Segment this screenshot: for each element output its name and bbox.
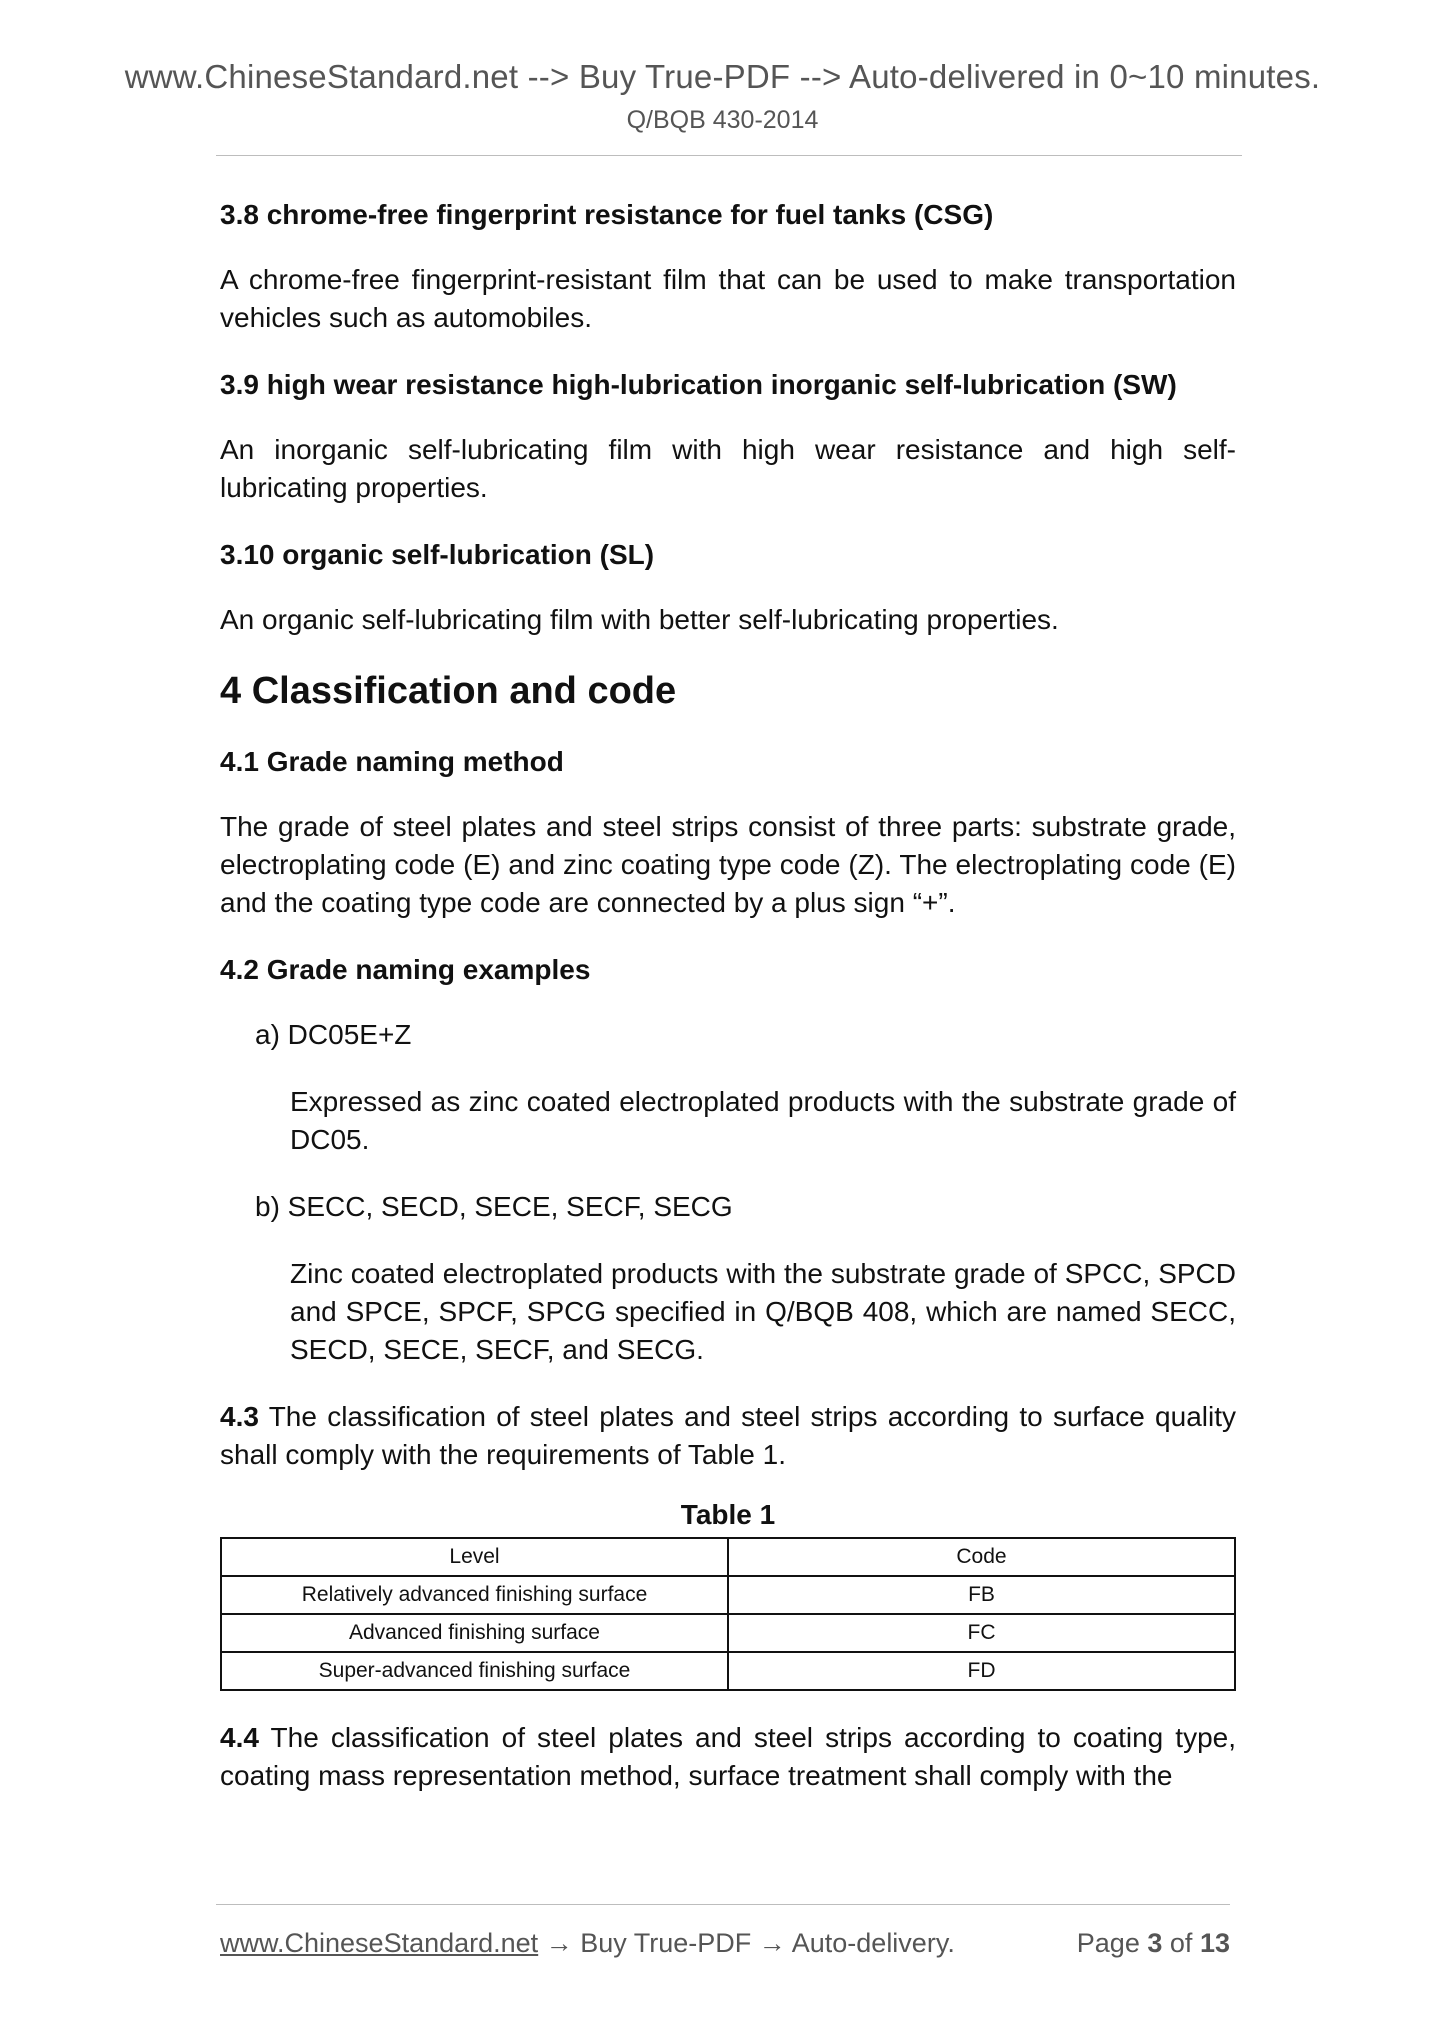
table-row — [221, 1652, 1235, 1690]
page-footer — [220, 1928, 1230, 1959]
table-cell-code: FC — [728, 1614, 1235, 1652]
heading-4-1: 4.1 Grade naming method — [220, 746, 564, 777]
heading-3-8: 3.8 chrome-free fingerprint resistance for fuel tanks (CSG) — [220, 199, 994, 230]
paragraph-4-3 — [220, 1398, 1236, 1474]
table-header-row — [221, 1538, 1235, 1576]
table-cell-level: Relatively advanced finishing surface — [221, 1576, 728, 1614]
page-total: 13 — [1199, 1928, 1230, 1958]
footer-divider — [216, 1904, 1230, 1905]
header-banner: www.ChineseStandard.net --> Buy True-PDF --> Auto-delivered in 0~10 minutes. — [124, 58, 1321, 95]
table-row — [221, 1576, 1235, 1614]
table-title: Table 1 — [680, 1499, 776, 1530]
of-word: of — [1169, 1928, 1193, 1958]
heading-4-2: 4.2 Grade naming examples — [220, 954, 591, 985]
page-number: 3 — [1147, 1928, 1163, 1958]
clause-number-4-4: 4.4 — [220, 1722, 259, 1753]
header-divider — [216, 155, 1242, 156]
list-item-b: b) SECC, SECD, SECE, SECF, SECG — [255, 1191, 733, 1222]
heading-3-9: 3.9 high wear resistance high-lubrication inorganic self-lubrication (SW) — [220, 369, 1177, 400]
table-cell-level: Advanced finishing surface — [221, 1614, 728, 1652]
page-word: Page — [1076, 1928, 1140, 1958]
list-item-b-text: Zinc coated electroplated products with the substrate grade of SPCC, SPCD and SPCE, SPCF, SPCG specified in Q/BQB 408, which are named SECC, SECD, SECE, SECF, and SECG. — [290, 1258, 1236, 1365]
paragraph-4-1: The grade of steel plates and steel strips consist of three parts: substrate grade, electroplating code (E) and zinc coating type code (Z). The electroplating code (E) and the coating type code are connected by a plus sign “+”. — [220, 811, 1236, 918]
paragraph-3-8: A chrome-free fingerprint-resistant film that can be used to make transportation vehicles such as automobiles. — [220, 264, 1236, 333]
paragraph-4-4 — [220, 1719, 1236, 1795]
document-code: Q/BQB 430-2014 — [626, 106, 819, 134]
table-header-level: Level — [221, 1538, 728, 1576]
table-cell-level: Super-advanced finishing surface — [221, 1652, 728, 1690]
paragraph-3-10: An organic self-lubricating film with better self-lubricating properties. — [220, 604, 1059, 635]
clause-text-4-4: The classification of steel plates and steel strips according to coating type, coating mass representation method, surface treatment shall comply with the — [220, 1722, 1236, 1791]
table-cell-code: FD — [728, 1652, 1235, 1690]
list-item-a-text: Expressed as zinc coated electroplated products with the substrate grade of DC05. — [290, 1086, 1236, 1155]
list-item-a: a) DC05E+Z — [255, 1019, 412, 1050]
footer-text: → Buy True-PDF → Auto-delivery. — [538, 1928, 955, 1958]
table-row — [221, 1614, 1235, 1652]
heading-3-10: 3.10 organic self-lubrication (SL) — [220, 539, 655, 570]
clause-number-4-3: 4.3 — [220, 1401, 259, 1432]
footer-link[interactable]: www.ChineseStandard.net — [220, 1928, 539, 1958]
classification-table — [220, 1537, 1236, 1691]
clause-text-4-3: The classification of steel plates and steel strips according to surface quality shall comply with the requirements of Table 1. — [220, 1401, 1236, 1470]
heading-4: 4 Classification and code — [220, 670, 677, 712]
table-cell-code: FB — [728, 1576, 1235, 1614]
table-header-code: Code — [728, 1538, 1235, 1576]
page-content — [220, 196, 1236, 1824]
page-indicator — [1077, 1928, 1230, 1959]
paragraph-3-9: An inorganic self-lubricating film with high wear resistance and high self-lubricating properties. — [220, 434, 1236, 503]
